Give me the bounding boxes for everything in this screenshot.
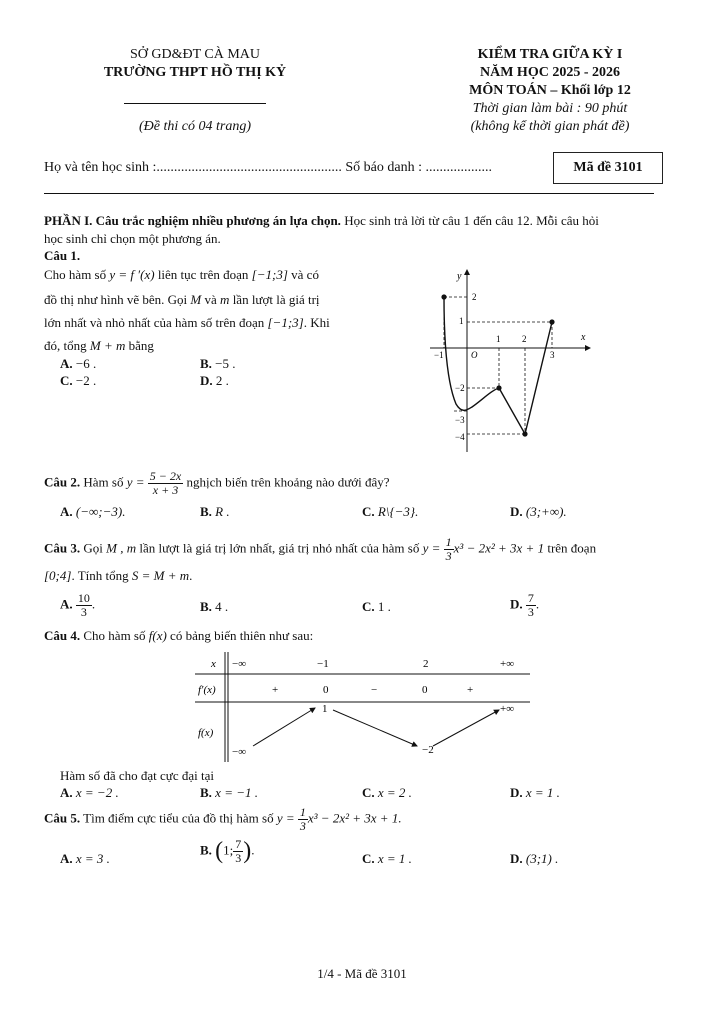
q4-option-d[interactable]: D. x = 1 . bbox=[510, 785, 560, 800]
q4-stem: Câu 4. Cho hàm số f(x) có bảng biến thiên như sau: bbox=[44, 628, 314, 643]
q2-option-d[interactable]: D. (3;+∞). bbox=[510, 504, 567, 519]
exam-title: KIỂM TRA GIỮA KỲ I bbox=[477, 47, 623, 62]
q3-stem-line-2: [0;4]. Tính tổng S = M + m. bbox=[44, 568, 193, 583]
q1-line-1: Cho hàm số y = f ′(x) liên tục trên đoạn [−1;3] và có bbox=[44, 267, 319, 282]
q1-line-2: đồ thị như hình vẽ bên. Gọi M và m lần lượt là giá trị bbox=[44, 292, 320, 307]
student-info-line: Họ và tên học sinh :..................................................... Số báo danh : ................... bbox=[44, 160, 492, 175]
q5-option-c[interactable]: C. x = 1 . bbox=[362, 851, 412, 866]
x-tick-3: 3 bbox=[550, 350, 555, 360]
point-x2 bbox=[522, 431, 527, 436]
endpoint-right bbox=[549, 319, 554, 324]
f-val-max: 1 bbox=[322, 703, 328, 715]
q5-stem: Câu 5. Tìm điểm cực tiểu của đồ thị hàm số y = $\frac{1}{3}$ x³ − 2x² + 3x + 1. bbox=[44, 805, 402, 833]
header-divider bbox=[124, 103, 266, 104]
sign-2: − bbox=[371, 684, 378, 696]
time-limit: Thời gian làm bài : 90 phút bbox=[472, 101, 628, 116]
y-tick-2: 2 bbox=[472, 292, 477, 302]
q1-option-a[interactable]: A. −6 . bbox=[60, 356, 97, 371]
q1-option-b[interactable]: B. −5 . bbox=[200, 356, 236, 371]
q3-option-d[interactable]: D. $\frac{7}{3}$ . bbox=[510, 591, 540, 619]
q1-label: Câu 1. bbox=[44, 248, 81, 263]
sign-zero-1: 0 bbox=[323, 684, 329, 696]
sign-1: + bbox=[272, 684, 279, 696]
f-val-neg-inf: −∞ bbox=[232, 746, 247, 758]
q3-stem-line-1: Câu 3. Gọi M , m lần lượt là giá trị lớn nhất, giá trị nhỏ nhất của hàm số y = $\frac{1}{3}$ x³ − 2x² + 3x + 1 trên đoạn bbox=[44, 535, 597, 563]
f-val-pos-inf: +∞ bbox=[500, 703, 515, 715]
q2-stem: Câu 2. Hàm số y = $\frac{5 - 2x}{x + 3}$ nghịch biến trên khoảng nào dưới đây? bbox=[44, 469, 390, 497]
subject-grade: MÔN TOÁN – Khối lớp 12 bbox=[469, 83, 631, 98]
x-tick-neg1: −1 bbox=[434, 350, 444, 360]
y-tick-neg2: −2 bbox=[455, 383, 465, 393]
q4-option-a[interactable]: A. x = −2 . bbox=[60, 785, 119, 800]
q1-line-3: lớn nhất và nhỏ nhất của hàm số trên đoạn [−1;3]. Khi bbox=[44, 315, 330, 330]
q3-option-a[interactable]: A. $\frac{10}{3}$ . bbox=[60, 591, 96, 619]
y-tick-neg3: −3 bbox=[455, 415, 465, 425]
origin-label: O bbox=[471, 350, 478, 360]
q2-option-b[interactable]: B. R . bbox=[200, 504, 230, 519]
endpoint-left bbox=[441, 294, 446, 299]
row-fprime-label: f′(x) bbox=[198, 684, 216, 696]
q2-option-a[interactable]: A. (−∞;−3). bbox=[60, 504, 126, 519]
q1-derivative-graph bbox=[420, 262, 600, 460]
q5-option-b[interactable]: B. (1; $\frac{7}{3}$ ). bbox=[200, 837, 255, 865]
y-tick-1: 1 bbox=[459, 316, 464, 326]
variation-table bbox=[195, 652, 535, 764]
department-name: SỞ GD&ĐT CÀ MAU bbox=[129, 47, 261, 62]
q1-line-4: đó, tổng M + m bằng bbox=[44, 338, 154, 353]
school-year: NĂM HỌC 2025 - 2026 bbox=[480, 65, 620, 80]
row-f-label: f(x) bbox=[198, 727, 214, 739]
exam-code-box: Mã đề 3101 bbox=[553, 152, 663, 184]
q4-question: Hàm số đã cho đạt cực đại tại bbox=[60, 768, 214, 783]
q4-option-b[interactable]: B. x = −1 . bbox=[200, 785, 258, 800]
q5-option-a[interactable]: A. x = 3 . bbox=[60, 851, 110, 866]
sign-3: + bbox=[467, 684, 474, 696]
x-val-2: 2 bbox=[423, 658, 429, 670]
x-axis-label: x bbox=[581, 332, 586, 343]
time-note: (không kể thời gian phát đề) bbox=[470, 119, 630, 134]
q5-option-d[interactable]: D. (3;1) . bbox=[510, 851, 559, 866]
y-tick-neg4: −4 bbox=[455, 432, 465, 442]
part1-instruction: học sinh chỉ chọn một phương án. bbox=[44, 231, 221, 246]
x-val-pos-inf: +∞ bbox=[500, 658, 515, 670]
x-tick-1: 1 bbox=[496, 334, 501, 344]
q2-option-c[interactable]: C. R\{−3}. bbox=[362, 504, 419, 519]
sign-zero-2: 0 bbox=[422, 684, 428, 696]
part1-heading: PHẦN I. Câu trắc nghiệm nhiều phương án lựa chọn. Học sinh trả lời từ câu 1 đến câu 12. Mỗi câu hỏi bbox=[44, 213, 599, 228]
q4-option-c[interactable]: C. x = 2 . bbox=[362, 785, 412, 800]
page-count-note: (Đề thi có 04 trang) bbox=[139, 119, 251, 134]
q1-option-c[interactable]: C. −2 . bbox=[60, 373, 97, 388]
f-val-min: −2 bbox=[422, 744, 434, 756]
x-val-neg-inf: −∞ bbox=[232, 658, 247, 670]
q1-option-d[interactable]: D. 2 . bbox=[200, 373, 229, 388]
section-divider bbox=[44, 193, 654, 194]
q3-option-b[interactable]: B. 4 . bbox=[200, 599, 229, 614]
point-x1 bbox=[496, 385, 501, 390]
y-axis-label: y bbox=[457, 271, 462, 282]
row-x-label: x bbox=[211, 658, 216, 670]
school-name: TRƯỜNG THPT HỒ THỊ KỶ bbox=[103, 65, 287, 80]
x-val-neg1: −1 bbox=[317, 658, 329, 670]
q3-option-c[interactable]: C. 1 . bbox=[362, 599, 391, 614]
page-footer: 1/4 - Mã đề 3101 bbox=[317, 966, 407, 981]
variation-arrows bbox=[253, 708, 499, 746]
x-tick-2: 2 bbox=[522, 334, 527, 344]
